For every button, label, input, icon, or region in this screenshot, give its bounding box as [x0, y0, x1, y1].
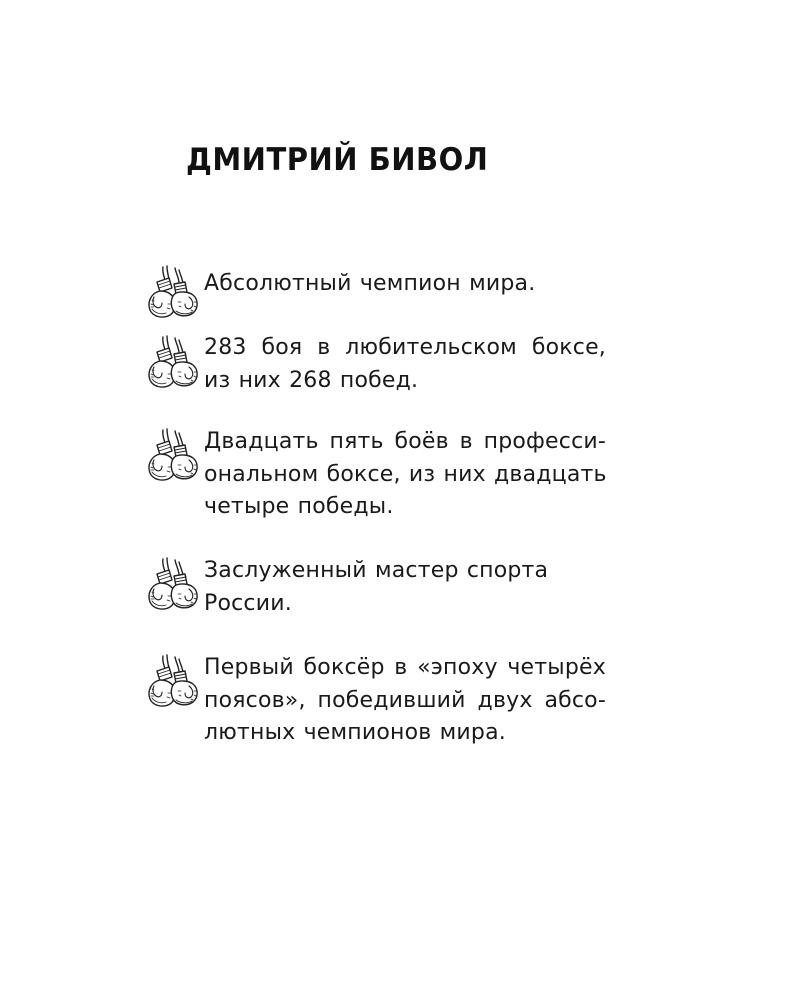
boxing-gloves-icon	[145, 653, 201, 709]
boxing-gloves-icon	[145, 264, 201, 320]
boxing-gloves-icon	[145, 334, 201, 390]
fact-line: Первый боксёр в «эпоху четырёх	[204, 655, 606, 680]
fact-line: поясов», победивший двух абсо-	[204, 687, 606, 713]
page-title: ДМИТРИЙ БИВОЛ	[186, 141, 489, 178]
fact-line: ональном боксе, из них двадцать	[204, 461, 607, 487]
boxing-gloves-icon	[145, 556, 201, 612]
fact-line: Заслуженный мастер спорта	[204, 558, 549, 583]
fact-line: Двадцать пять боёв в професси-	[204, 429, 606, 454]
boxing-gloves-icon	[145, 427, 201, 483]
fact-line: России.	[204, 590, 292, 616]
fact-line: четыре победы.	[204, 494, 394, 519]
fact-line: 283 боя в любительском боксе,	[204, 335, 606, 360]
fact-line: лютных чемпионов мира.	[204, 720, 506, 745]
fact-line: из них 268 побед.	[204, 367, 419, 393]
fact-line: Абсолютный чемпион мира.	[204, 271, 536, 296]
